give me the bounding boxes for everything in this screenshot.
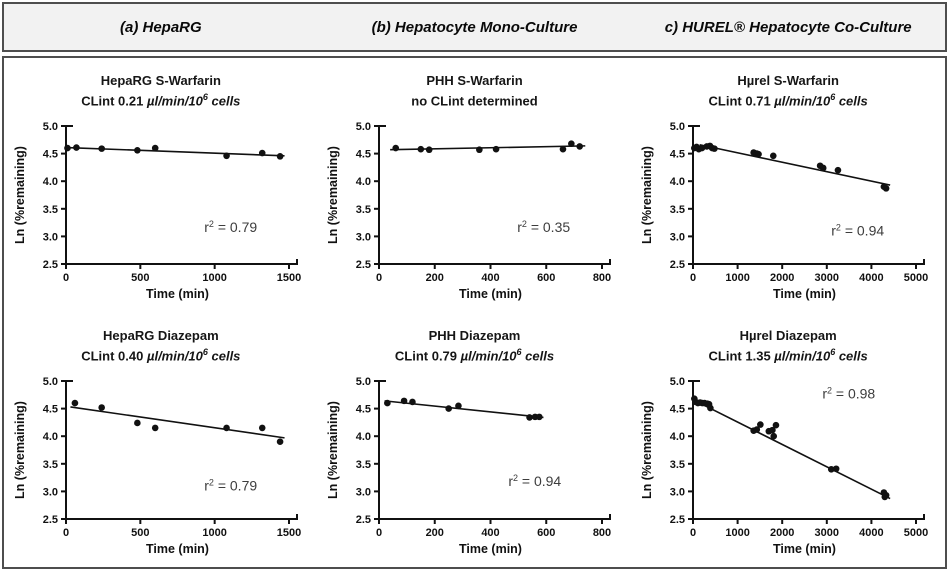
svg-text:500: 500 xyxy=(130,526,150,539)
clint-units: µl/min/10 xyxy=(774,347,831,363)
subplot-hurel-s-warfarin xyxy=(631,58,945,313)
clint-units: µl/min/10 xyxy=(146,347,203,363)
figure-panel-grid xyxy=(2,56,947,569)
svg-text:4000: 4000 xyxy=(859,526,884,539)
svg-text:1500: 1500 xyxy=(276,272,302,285)
svg-text:1000: 1000 xyxy=(725,272,750,285)
svg-text:Ln (%remaining): Ln (%remaining) xyxy=(640,146,655,245)
svg-text:5.0: 5.0 xyxy=(356,121,372,134)
svg-text:0: 0 xyxy=(376,272,383,285)
svg-text:3.0: 3.0 xyxy=(356,231,372,244)
clint-value: CLint 0.71 xyxy=(708,93,775,109)
svg-text:4.5: 4.5 xyxy=(669,403,686,416)
svg-text:2.5: 2.5 xyxy=(356,259,372,272)
subplot-phh-s-warfarin xyxy=(318,58,632,313)
clint-units-suffix: cells xyxy=(835,347,868,363)
plot-subtitle xyxy=(395,344,554,364)
svg-text:4.5: 4.5 xyxy=(356,403,372,416)
svg-text:0: 0 xyxy=(62,526,69,539)
svg-text:r2 = 0.35: $r^2 = 0.35$ xyxy=(517,219,571,236)
plot-title: PHH Diazepam xyxy=(428,327,521,343)
svg-text:0: 0 xyxy=(62,272,69,285)
svg-text:400: 400 xyxy=(481,272,501,285)
svg-text:4.5: 4.5 xyxy=(42,403,58,416)
svg-text:Time (min): Time (min) xyxy=(773,287,837,302)
subplot-heparg-diazepam xyxy=(4,313,318,568)
svg-text:500: 500 xyxy=(130,272,150,285)
svg-text:Time (min): Time (min) xyxy=(459,541,523,556)
clint-exponent: 6 xyxy=(830,92,836,102)
svg-text:3.0: 3.0 xyxy=(356,486,372,499)
svg-text:0: 0 xyxy=(376,526,383,539)
svg-text:5000: 5000 xyxy=(903,272,929,285)
svg-text:Time (min): Time (min) xyxy=(145,541,209,556)
clint-units-suffix: cells xyxy=(835,93,868,109)
clint-units: µl/min/10 xyxy=(460,347,517,363)
svg-text:1000: 1000 xyxy=(725,526,750,539)
plot-title: Hµrel S-Warfarin xyxy=(737,73,839,88)
plot-subtitle xyxy=(709,344,868,364)
column-header-heparg: (a) HepaRG xyxy=(119,18,202,36)
plot-title: PHH S-Warfarin xyxy=(426,73,523,88)
svg-text:2.5: 2.5 xyxy=(42,513,58,526)
subplot-phh-diazepam xyxy=(318,313,632,568)
clint-value: CLint 0.21 xyxy=(81,93,147,109)
clint-units-suffix: cells xyxy=(521,347,555,363)
svg-text:3.5: 3.5 xyxy=(669,458,686,471)
clint-units: µl/min/10 xyxy=(774,93,831,109)
svg-text:2.5: 2.5 xyxy=(669,513,686,526)
plot-subtitle xyxy=(709,89,868,109)
svg-text:800: 800 xyxy=(593,272,612,285)
plot-title: Hµrel Diazepam xyxy=(739,327,837,343)
svg-text:3.5: 3.5 xyxy=(669,204,686,217)
svg-text:4000: 4000 xyxy=(859,272,884,285)
svg-text:3.5: 3.5 xyxy=(356,458,372,471)
svg-text:r2 = 0.79: $r^2 = 0.79$ xyxy=(204,477,257,494)
clint-value: CLint 0.40 xyxy=(81,347,147,363)
svg-text:600: 600 xyxy=(537,272,556,285)
svg-text:3.5: 3.5 xyxy=(42,458,58,471)
svg-text:5000: 5000 xyxy=(903,526,929,539)
svg-text:4.0: 4.0 xyxy=(42,431,58,444)
clint-value: CLint 0.79 xyxy=(394,347,461,363)
svg-text:0: 0 xyxy=(690,272,697,285)
svg-text:Time (min): Time (min) xyxy=(773,541,837,556)
chart-phh-s-warfarin xyxy=(324,112,624,312)
svg-text:3000: 3000 xyxy=(814,526,840,539)
clint-exponent: 6 xyxy=(516,346,522,357)
svg-text:5.0: 5.0 xyxy=(42,121,58,134)
clint-units-suffix: cells xyxy=(207,93,241,109)
subplot-heparg-s-warfarin xyxy=(4,58,318,313)
clint-value: no CLint determined xyxy=(411,93,538,109)
svg-text:4.5: 4.5 xyxy=(42,148,58,161)
svg-text:r2 = 0.98: $r^2 = 0.98$ xyxy=(822,385,876,402)
svg-text:3.5: 3.5 xyxy=(42,204,58,217)
svg-text:5.0: 5.0 xyxy=(42,375,58,388)
svg-text:2.5: 2.5 xyxy=(669,259,686,272)
column-header-mono-culture: (b) Hepatocyte Mono-Culture xyxy=(371,18,578,36)
svg-text:Time (min): Time (min) xyxy=(459,287,523,302)
svg-text:3.0: 3.0 xyxy=(42,231,58,244)
svg-text:r2 = 0.94: $r^2 = 0.94$ xyxy=(831,222,885,239)
plot-subtitle xyxy=(81,89,240,109)
svg-text:3.0: 3.0 xyxy=(669,486,686,499)
svg-text:4.0: 4.0 xyxy=(669,176,686,189)
clint-exponent: 6 xyxy=(202,346,208,357)
svg-text:200: 200 xyxy=(426,272,445,285)
svg-text:Ln (%remaining): Ln (%remaining) xyxy=(326,400,341,499)
svg-text:3000: 3000 xyxy=(814,272,840,285)
clint-units: µl/min/10 xyxy=(146,93,203,109)
svg-text:Ln (%remaining): Ln (%remaining) xyxy=(12,400,27,499)
plot-subtitle xyxy=(81,344,240,364)
clint-exponent: 6 xyxy=(830,346,836,357)
svg-text:2.5: 2.5 xyxy=(356,513,372,526)
svg-text:0: 0 xyxy=(690,526,697,539)
svg-text:5.0: 5.0 xyxy=(669,375,686,388)
svg-text:3.0: 3.0 xyxy=(42,486,58,499)
svg-text:Ln (%remaining): Ln (%remaining) xyxy=(12,146,27,245)
plot-subtitle xyxy=(411,89,537,109)
svg-text:4.0: 4.0 xyxy=(42,176,58,189)
svg-text:5.0: 5.0 xyxy=(669,121,686,134)
clint-units-suffix: cells xyxy=(207,347,241,363)
clint-value: CLint 1.35 xyxy=(708,347,775,363)
svg-text:3.0: 3.0 xyxy=(669,231,686,244)
column-header-hurel-co-culture: c) HUREL® Hepatocyte Co-Culture xyxy=(664,18,912,36)
subplot-hurel-diazepam xyxy=(631,313,945,568)
svg-text:1500: 1500 xyxy=(276,526,302,539)
chart-hurel-s-warfarin xyxy=(638,112,938,312)
svg-text:2000: 2000 xyxy=(770,526,795,539)
chart-hurel-diazepam xyxy=(638,367,938,567)
svg-text:r2 = 0.79: $r^2 = 0.79$ xyxy=(204,219,257,236)
svg-text:4.5: 4.5 xyxy=(356,148,372,161)
chart-phh-diazepam xyxy=(324,367,624,567)
svg-text:4.5: 4.5 xyxy=(669,148,686,161)
svg-text:5.0: 5.0 xyxy=(356,375,372,388)
svg-text:4.0: 4.0 xyxy=(356,176,372,189)
svg-text:800: 800 xyxy=(593,526,612,539)
svg-text:600: 600 xyxy=(537,526,556,539)
svg-text:r2 = 0.94: $r^2 = 0.94$ xyxy=(508,472,562,489)
clint-exponent: 6 xyxy=(202,92,208,102)
svg-text:1000: 1000 xyxy=(202,526,227,539)
svg-text:200: 200 xyxy=(426,526,445,539)
svg-text:Time (min): Time (min) xyxy=(145,287,209,302)
figure-header-bar xyxy=(2,2,947,52)
svg-text:Ln (%remaining): Ln (%remaining) xyxy=(640,400,655,499)
svg-text:400: 400 xyxy=(481,526,501,539)
svg-text:4.0: 4.0 xyxy=(669,431,686,444)
svg-text:3.5: 3.5 xyxy=(356,204,372,217)
svg-text:4.0: 4.0 xyxy=(356,431,372,444)
svg-text:1000: 1000 xyxy=(202,272,227,285)
svg-text:Ln (%remaining): Ln (%remaining) xyxy=(326,146,341,245)
plot-title: HepaRG S-Warfarin xyxy=(100,73,221,88)
plot-title: HepaRG Diazepam xyxy=(103,327,219,343)
chart-heparg-s-warfarin xyxy=(11,112,311,312)
chart-heparg-diazepam xyxy=(11,367,311,567)
svg-text:2.5: 2.5 xyxy=(42,259,58,272)
svg-text:2000: 2000 xyxy=(770,272,795,285)
